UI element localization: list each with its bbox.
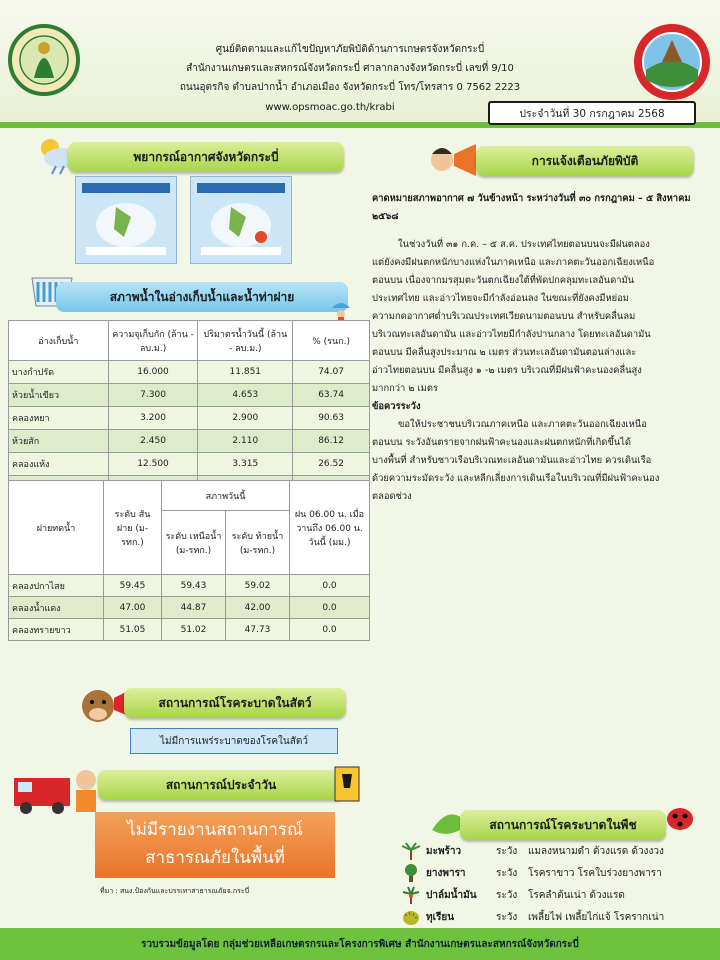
reservoir-h-capacity: ความจุเก็บกัก (ล้าน - ลบ.ม.) (108, 321, 198, 361)
reservoir-cell: 12.500 (108, 453, 198, 476)
reservoir-cell: บางกำปรัด (9, 361, 109, 384)
header-line1: ศูนย์ติดตามและแก้ไขปัญหาภัยพิบัติด้านการเกษตรจังหวัดกระบี่ (215, 44, 485, 55)
plant-warn: ระวัง (496, 867, 518, 879)
warning-banner: การแจ้งเตือนภัยพิบัติ (476, 146, 694, 176)
reservoir-cell: 11.851 (198, 361, 293, 384)
table-row (9, 597, 370, 619)
report-date: ประจำวันที่ 30 กรกฎาคม 2568 (488, 101, 696, 125)
weir-cell: คลองปกาไสย (9, 575, 104, 597)
weir-cell: 59.02 (226, 575, 290, 597)
weir-h-rain: ฝน 06.00 น. เมื่อวานถึง 06.00 น. วันนี้ (มม.) (290, 481, 370, 575)
reservoir-cell: 90.63 (293, 407, 370, 430)
weather-map-2[interactable] (190, 176, 292, 264)
weir-h-name: ฝายทดน้ำ (9, 481, 104, 575)
warning-line: ตอนบน เนื่องจากมรสุมตะวันตกเฉียงใต้ที่พัดปกคลุมทะเลอันดามัน (372, 275, 635, 286)
reservoir-cell: 16.000 (108, 361, 198, 384)
weir-h-today: สภาพวันนี้ (162, 481, 290, 511)
table-row (9, 384, 370, 407)
durian-icon (400, 908, 422, 926)
table-row (9, 453, 370, 476)
warning-line: ในช่วงวันที่ ๓๑ ก.ค. – ๕ ส.ค. ประเทศไทยตอนบนจะมีฝนตลอง (398, 239, 650, 250)
oil-palm-icon (400, 886, 422, 904)
weir-cell: 47.73 (226, 619, 290, 641)
plant-name: ปาล์มน้ำมัน (426, 889, 477, 901)
reservoir-cell: 2.450 (108, 430, 198, 453)
caution-line: ด้วยความระมัดระวัง และหลีกเลี่ยงการเดินเรือในบริเวณที่มีฝนฟ้าคะนอง (372, 473, 660, 484)
reservoir-banner: สภาพน้ำในอ่างเก็บน้ำและน้ำท่าฝาย (56, 282, 348, 312)
animal-banner: สถานการณ์โรคระบาดในสัตว์ (124, 688, 346, 718)
reservoir-cell: 3.200 (108, 407, 198, 430)
weir-cell: 51.05 (104, 619, 162, 641)
weather-banner: พยากรณ์อากาศจังหวัดกระบี่ (68, 142, 344, 172)
caution-line: บางพื้นที่ สำหรับชาวเรือบริเวณทะเลอันดามันและอ่าวไทย ควรเดินเรือ (372, 455, 652, 466)
header-line3: ถนนอุตรกิจ ตำบลปากน้ำ อำเภอเมือง จังหวัดกระบี่ โทร/โทรสาร 0 7562 2223 (179, 82, 521, 93)
ministry-logo-icon (8, 18, 80, 102)
reservoir-cell: ห้วยสัก (9, 430, 109, 453)
reservoir-h-percent: % (รนก.) (293, 321, 370, 361)
daily-status-line1: ไม่มีรายงานสถานการณ์ (127, 820, 303, 840)
plant-warn: ระวัง (496, 911, 518, 923)
fire-truck-icon (12, 764, 102, 816)
weir-cell: 42.00 (226, 597, 290, 619)
table-row (9, 407, 370, 430)
website-link[interactable]: www.opsmoac.go.th/krabi (265, 102, 395, 113)
plant-name: ทุเรียน (426, 911, 455, 923)
weather-map-1[interactable] (75, 176, 177, 264)
reservoir-cell: คลองแห้ง (9, 453, 109, 476)
plant-warn: ระวัง (496, 889, 518, 901)
reservoir-cell: 3.315 (198, 453, 293, 476)
weir-cell: 0.0 (290, 597, 370, 619)
reservoir-cell: 63.74 (293, 384, 370, 407)
plant-row-rubber (400, 864, 662, 882)
reservoir-cell: 2.110 (198, 430, 293, 453)
palm-icon (400, 842, 422, 860)
warning-line: อ่าวไทยตอนบน มีคลื่นสูง ๑ -๒ เมตร บริเวณที่มีฝนฟ้าคะนองคลื่นสูง (372, 365, 642, 376)
weir-h-down: ระดับ ท้ายน้ำ (ม-รทก.) (226, 511, 290, 575)
warning-title: คาดหมายสภาพอากาศ ๗ วันข้างหน้า ระหว่างวันที่ ๓๐ กรกฎาคม – ๕ สิงหาคม ๒๕๖๘ (372, 193, 691, 222)
weir-cell: 47.00 (104, 597, 162, 619)
caution-title: ข้อควรระวัง (372, 401, 421, 412)
reservoir-cell: 26.52 (293, 453, 370, 476)
plant-row-oil-palm (400, 886, 625, 904)
caution-line: ตลอดช่วง (372, 491, 412, 502)
reservoir-cell: 74.07 (293, 361, 370, 384)
daily-status-line2: สาธารณภัยในพื้นที่ (145, 848, 285, 868)
table-row (9, 575, 370, 597)
weir-cell: 51.02 (162, 619, 226, 641)
warning-line: ประเทศไทย และอ่าวไทยจะมีกำลังอ่อนลง ในขณะที่ยังคงมีหย่อม (372, 293, 629, 304)
reservoir-cell: ห้วยน้ำเขียว (9, 384, 109, 407)
weir-cell: 59.43 (162, 575, 226, 597)
warning-line: ตอนบน มีคลื่นสูงประมาณ ๒ เมตร ส่วนทะเลอันดามันตอนล่างและ (372, 347, 637, 358)
ladybug-icon (664, 804, 696, 832)
weir-cell: คลองทรายขาว (9, 619, 104, 641)
footer-bar: รวบรวมข้อมูลโดย กลุ่มช่วยเหลือเกษตรกรและโครงการพิเศษ สำนักงานเกษตรและสหกรณ์จังหวัดกระบี่ (0, 928, 720, 960)
plant-name: มะพร้าว (426, 845, 462, 857)
province-seal-icon (632, 22, 712, 102)
table-row (9, 361, 370, 384)
reservoir-cell: 4.653 (198, 384, 293, 407)
table-row (9, 619, 370, 641)
weir-cell: 44.87 (162, 597, 226, 619)
animal-status: ไม่มีการแพร่ระบาดของโรคในสัตว์ (130, 728, 338, 754)
reservoir-cell: คลองหยา (9, 407, 109, 430)
plant-detail: โรคลำต้นเน่า ด้วงแรด (528, 889, 625, 901)
reservoir-cell: 2.900 (198, 407, 293, 430)
weir-h-up: ระดับ เหนือน้ำ (ม-รทก.) (162, 511, 226, 575)
warning-line: แต่ยังคงมีฝนตกหนักบางแห่งในภาคเหนือ และภาคตะวันออกเฉียงเหนือ (372, 257, 655, 268)
plant-detail: แมลงหนามดำ ด้วงแรด ด้วงงวง (528, 845, 664, 857)
plant-detail: โรคราขาว โรคใบร่วงยางพารา (528, 867, 662, 879)
reservoir-h-volume: ปริมาตรน้ำวันนี้ (ล้าน - ลบ.ม.) (198, 321, 293, 361)
warning-line: ความกดอากาศต่ำบริเวณประเทศเวียดนามตอนบน สำหรับคลื่นลม (372, 311, 636, 322)
weir-cell: คลองน้ำแดง (9, 597, 104, 619)
weir-cell: 0.0 (290, 619, 370, 641)
weir-cell: 0.0 (290, 575, 370, 597)
header-line2: สำนักงานเกษตรและสหกรณ์จังหวัดกระบี่ ศาลากลางจังหวัดกระบี่ เลขที่ 9/10 (186, 63, 514, 74)
caution-line: ขอให้ประชาชนบริเวณภาคเหนือ และภาคตะวันออกเฉียงเหนือ (398, 419, 647, 430)
plant-warn: ระวัง (496, 845, 518, 857)
warning-body (372, 236, 716, 506)
caution-line: ตอนบน ระวังอันตรายจากฝนฟ้าคะนองและฝนตกหนักที่เกิดขึ้นได้ (372, 437, 631, 448)
daily-source: ที่มา : สนง.ป้องกันและบรรเทาสาธารณภัยจ.กระบี่ (100, 887, 250, 895)
warning-line: มากกว่า ๒ เมตร (372, 383, 438, 394)
warning-line: บริเวณทะเลอันดามัน และอ่าวไทยมีกำลังปานกลาง โดยทะเลอันดามัน (372, 329, 651, 340)
rubber-tree-icon (400, 864, 422, 882)
weir-table (8, 480, 370, 641)
table-row (9, 430, 370, 453)
reservoir-h-name: อ่างเก็บน้ำ (9, 321, 109, 361)
daily-banner: สถานการณ์ประจำวัน (98, 770, 344, 800)
reservoir-cell: 86.12 (293, 430, 370, 453)
reservoir-cell: 7.300 (108, 384, 198, 407)
reservoir-table (8, 320, 370, 499)
plant-name: ยางพารา (426, 867, 466, 879)
plant-banner: สถานการณ์โรคระบาดในพืช (460, 810, 666, 840)
plant-row-durian (400, 908, 664, 926)
daily-status-box (95, 812, 335, 878)
plant-detail: เพลี้ยไฟ เพลี้ยไก่แจ้ โรครากเน่า (528, 911, 665, 923)
disaster-dept-logo-icon (334, 766, 360, 802)
plant-row-coconut (400, 842, 664, 860)
weir-cell: 59.45 (104, 575, 162, 597)
weir-h-level: ระดับ สันฝาย (ม-รทก.) (104, 481, 162, 575)
